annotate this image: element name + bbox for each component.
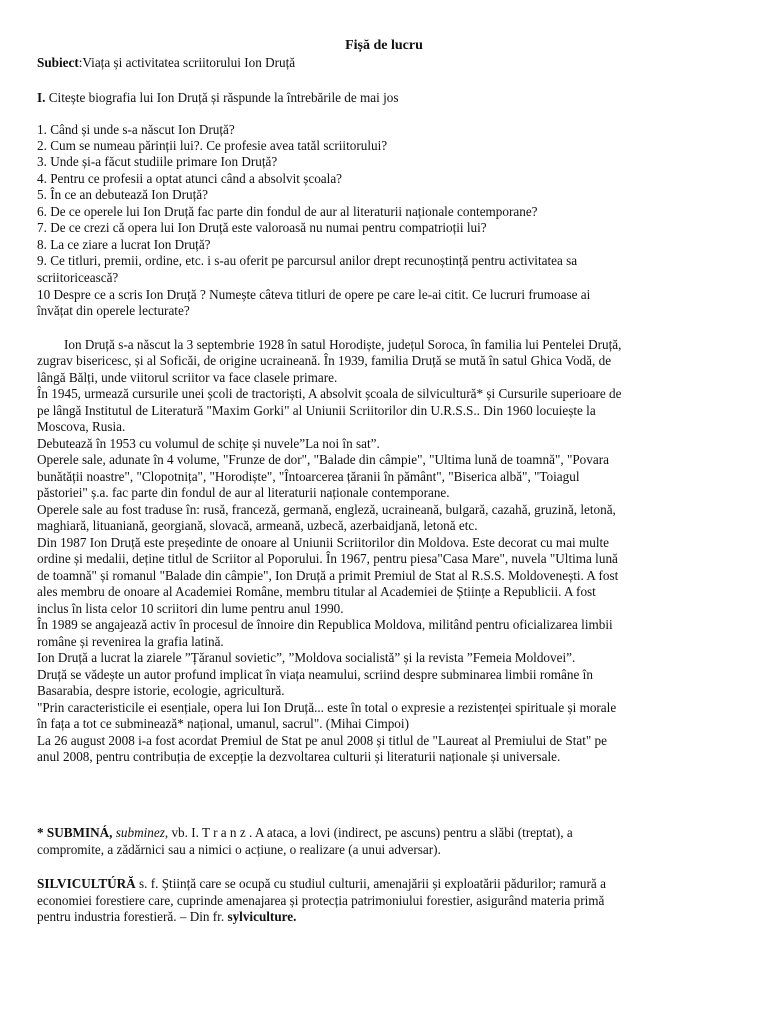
subject-line — [37, 55, 295, 71]
biography-line: Ion Druță a lucrat la ziarele ”Țăranul sovietic”, ”Moldova socialistă” și la revista ”Femeia Moldovei”. — [37, 650, 576, 665]
glossary-definition-line: compromite, a zădărnici sau a nimici o acțiune, o realizare (a unui adversar). — [37, 842, 441, 857]
biography-line: Debutează în 1953 cu volumul de schițe și nuvele”La noi în sat”. — [37, 436, 380, 451]
biography-line: de toamnă" și romanul "Balade din câmpie", Ion Druță a primit Premiul de Stat al R.S.S. Moldovenești. A fost — [37, 568, 619, 583]
glossary-definition: s. f. Știință care se ocupă cu studiul culturii, amenajării și exploatării pădurilor; ramură a — [135, 876, 606, 891]
task-line — [37, 90, 398, 106]
glossary-variant: subminez, — [115, 825, 169, 840]
biography-line: în fața a tot ce subminează* național, umanul, sacrul". (Mihai Cimpoi) — [37, 716, 409, 731]
glossary-definition-line: economiei forestiere care, cuprinde amenajarea și protecția patrimoniului forestier, asigurând materia primă — [37, 893, 605, 908]
question-line: 1. Când și unde s-a născut Ion Druță? — [37, 122, 235, 137]
biography-line: maghiară, lituaniană, georgiană, slovacă, armeană, uzbecă, azerbaidjană, letonă etc. — [37, 518, 478, 533]
biography-line: În 1945, urmează cursurile unei școli de tractoriști, A absolvit școala de silvicultură* și Cursurile superioare de — [37, 386, 622, 401]
biography-line: În 1989 se angajează activ în procesul de înnoire din Republica Moldova, militând pentru oficializarea limbii — [37, 617, 613, 632]
glossary-definition-text: pentru industria forestieră. – Din fr. — [37, 909, 228, 924]
question-line: 9. Ce titluri, premii, ordine, etc. i s-au oferit pe parcursul anilor drept recunoștință pentru activitatea sa — [37, 253, 578, 268]
subject-text: :Viața și activitatea scriitorului Ion Druță — [78, 55, 296, 70]
question-line: 6. De ce operele lui Ion Druță fac parte din fondul de aur al literaturii naționale contemporane? — [37, 204, 538, 219]
glossary-definition: vb. I. T r a n z . A ataca, a lovi (indirect, pe ascuns) pentru a slăbi (treptat), a — [168, 825, 573, 840]
question-line: 7. De ce crezi că opera lui Ion Druță este valoroasă nu numai pentru compatrioții lui? — [37, 220, 487, 235]
biography-line: păstoriei" ș.a. fac parte din fondul de aur al literaturii naționale contemporane. — [37, 485, 450, 500]
biography-line: Druță se vădește un autor profund implicat în viața neamului, scriind despre subminarea limbii române în — [37, 667, 593, 682]
biography-line: anul 2008, pentru contribuția de excepție la dezvoltarea culturii și literaturii naționale și universale. — [37, 749, 561, 764]
glossary-term: SILVICULTÚRĂ — [37, 876, 136, 891]
worksheet-title: Fișă de lucru — [345, 38, 423, 53]
glossary-entry-silvicultura — [37, 876, 606, 892]
task-label: I. — [37, 90, 46, 105]
question-line: 8. La ce ziare a lucrat Ion Druță? — [37, 237, 211, 252]
biography-line: ales membru de onoare al Academiei Române, membru titular al Academiei de Științe a Republicii. A fost — [37, 584, 596, 599]
biography-line: lângă Bălți, unde viitorul scriitor va face clasele primare. — [37, 370, 338, 385]
task-text: Citește biografia lui Ion Druță și răspunde la întrebările de mai jos — [45, 90, 399, 105]
biography-line: Din 1987 Ion Druță este președinte de onoare al Uniunii Scriitorilor din Moldova. Este decorat cu mai multe — [37, 535, 610, 550]
glossary-definition-line — [37, 909, 296, 925]
biography-line: Operele sale au fost traduse în: rusă, franceză, germană, engleză, ucraineană, bulgară, cazahă, gruzină, letonă, — [37, 502, 616, 517]
biography-line: bunătății noastre", "Clopotnița", "Horodiște", "Întoarcerea țăranii în pământ", "Biserica albă", "Toiagul — [37, 469, 580, 484]
question-line: 5. În ce an debutează Ion Druță? — [37, 187, 208, 202]
glossary-entry-submina — [37, 825, 573, 841]
glossary-etymology: sylviculture. — [227, 909, 297, 924]
biography-line: ordine și medalii, deține titlul de Scriitor al Poporului. În 1967, pentru piesa"Casa Mare", nuvela "Ultima lună — [37, 551, 618, 566]
question-line: 10 Despre ce a scris Ion Druță ? Numește câteva titluri de opere pe care le-ai citit. Ce lucruri frumoase ai — [37, 287, 591, 302]
question-line: 2. Cum se numeau părinții lui?. Ce profesie avea tatăl scriitorului? — [37, 138, 388, 153]
biography-line: Operele sale, adunate în 4 volume, "Frunze de dor", "Balade din câmpie", "Ultima lună de toamnă", "Povara — [37, 452, 609, 467]
question-line: 3. Unde și-a făcut studiile primare Ion Druță? — [37, 154, 278, 169]
biography-line: La 26 august 2008 i-a fost acordat Premiul de Stat pe anul 2008 și titlul de "Laureat al Premiului de Stat" pe — [37, 733, 608, 748]
biography-line: zugrav bisericesc, și al Soficăi, de origine ucraineană. În 1939, familia Druță se mută în satul Ghica Vodă, de — [37, 353, 612, 368]
biography-line: "Prin caracteristicile ei esențiale, opera lui Ion Druță... este în total o expresie a rezistenței spirituale și morale — [37, 700, 617, 715]
biography-line: Ion Druță s-a născut la 3 septembrie 1928 în satul Horodiște, județul Soroca, în familia lui Pentelei Druță, — [64, 337, 622, 352]
glossary-term: * SUBMINÁ, — [37, 825, 113, 840]
biography-line: Moscova, Rusia. — [37, 419, 126, 434]
biography-line: pe lângă Institutul de Literatură "Maxim Gorki" al Uniunii Scriitorilor din U.R.S.S.. Din 1960 locuiește la — [37, 403, 596, 418]
biography-line: inclus în lista celor 10 scriitori din lume pentru anul 1990. — [37, 601, 344, 616]
biography-line: române și revenirea la grafia latină. — [37, 634, 224, 649]
question-line: învățat din operele lecturate? — [37, 303, 190, 318]
biography-line: Basarabia, despre istorie, ecologie, agricultură. — [37, 683, 285, 698]
question-line: scriitoricească? — [37, 270, 119, 285]
question-line: 4. Pentru ce profesii a optat atunci când a absolvit școala? — [37, 171, 343, 186]
subject-label: Subiect — [37, 55, 79, 70]
